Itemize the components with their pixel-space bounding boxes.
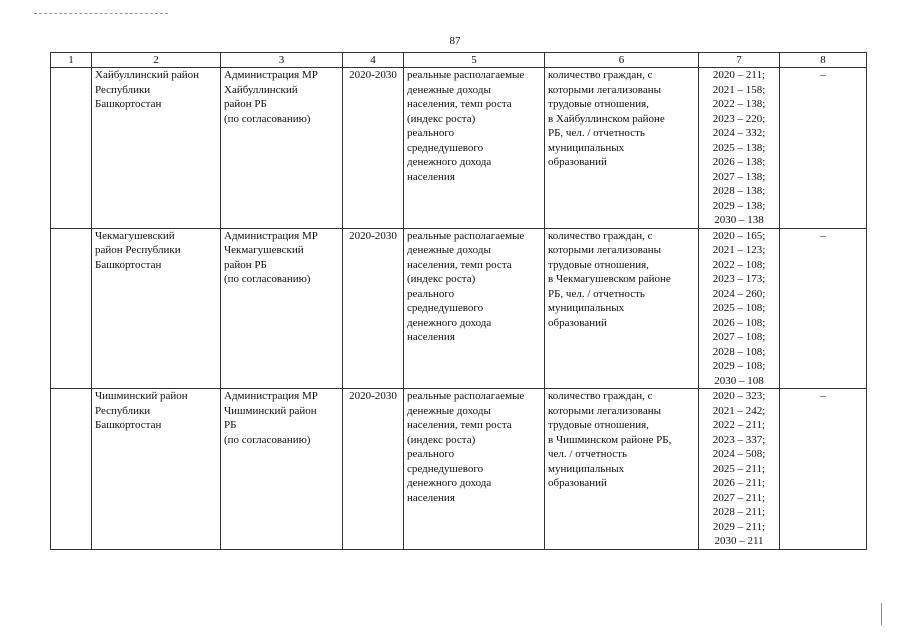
header-cell: 5: [404, 53, 545, 68]
district-cell: [92, 228, 221, 389]
values-line: 2029 – 138;: [712, 199, 766, 212]
values-line: 2027 – 138;: [712, 170, 766, 183]
indicator-line: (индекс роста): [407, 273, 476, 285]
district-line: Чишминский район: [95, 390, 188, 402]
indicator-line: среднедушевого: [407, 302, 484, 314]
note-cell: –: [780, 228, 867, 389]
district-line: Чекмагушевский: [95, 229, 175, 242]
indicator-line: реального: [407, 287, 455, 300]
header-cell: 6: [545, 53, 699, 68]
indicator-line: населения: [407, 170, 455, 183]
indicator-line: населения, темп роста: [407, 98, 512, 110]
executor-line: Хайбуллинский: [224, 83, 298, 96]
indicator-line: населения: [407, 331, 455, 343]
district-line: Башкортостан: [95, 419, 162, 431]
header-cell: 4: [343, 53, 404, 68]
period-cell: 2020-2030: [343, 389, 404, 550]
period-cell: 2020-2030: [343, 68, 404, 229]
values-line: 2025 – 211;: [712, 462, 766, 475]
indicator-line: денежного дохода: [407, 477, 492, 489]
executor-line: район РБ: [224, 98, 267, 110]
indicator-line: денежного дохода: [407, 316, 492, 329]
indicator-line: реальные располагаемые: [407, 69, 525, 81]
measure-line: муниципальных: [548, 141, 625, 154]
indicator-line: реальные располагаемые: [407, 229, 525, 242]
measure-line: муниципальных: [548, 462, 625, 475]
page-number: 87: [449, 35, 461, 47]
indicator-line: населения: [407, 491, 455, 504]
measure-line: чел. / отчетность: [548, 448, 627, 460]
values-line: 2021 – 242;: [712, 404, 766, 417]
header-row: [51, 53, 867, 68]
executor-line: РБ: [224, 419, 237, 431]
measure-line: муниципальных: [548, 302, 625, 314]
values-line: 2027 – 108;: [712, 331, 766, 343]
values-line: 2029 – 211;: [712, 520, 766, 533]
indicator-line: населения, темп роста: [407, 419, 512, 431]
indicator-line: денежные доходы: [407, 244, 491, 256]
values-line: 2021 – 158;: [712, 83, 766, 96]
values-line: 2024 – 332;: [712, 127, 766, 139]
header-cell: 3: [221, 53, 343, 68]
header-cell: 2: [92, 53, 221, 68]
district-line: Башкортостан: [95, 98, 162, 110]
values-line: 2028 – 138;: [712, 185, 766, 197]
indicator-line: денежные доходы: [407, 404, 491, 417]
executor-line: (по согласованию): [224, 433, 311, 446]
measure-cell: [545, 389, 699, 550]
values-line: 2024 – 508;: [712, 448, 766, 460]
measure-line: РБ, чел. / отчетность: [548, 287, 645, 300]
district-cell: [92, 389, 221, 550]
values-line: 2023 – 173;: [712, 273, 766, 285]
values-line: 2026 – 138;: [712, 156, 766, 168]
values-line: 2030 – 108: [714, 374, 764, 387]
measure-line: образований: [548, 316, 607, 329]
values-line: 2026 – 211;: [712, 477, 766, 489]
note-cell: –: [780, 68, 867, 229]
scan-dash-mark: [34, 13, 168, 14]
note-cell: –: [780, 389, 867, 550]
measure-line: трудовые отношения,: [548, 419, 649, 431]
measure-line: которыми легализованы: [548, 404, 662, 417]
indicator-line: денежные доходы: [407, 83, 491, 96]
executor-line: Администрация МР: [224, 229, 318, 242]
values-line: 2025 – 108;: [712, 302, 766, 314]
measure-line: в Чекмагушевском районе: [548, 273, 671, 285]
scan-edge-mark: [881, 603, 882, 625]
table-row: [51, 389, 867, 550]
indicator-cell: [404, 228, 545, 389]
executor-cell: [221, 228, 343, 389]
table-row: [51, 68, 867, 229]
values-line: 2029 – 108;: [712, 360, 766, 372]
executor-cell: [221, 68, 343, 229]
measure-line: количество граждан, с: [548, 69, 653, 81]
values-line: 2023 – 337;: [712, 433, 766, 446]
measure-line: в Чишминском районе РБ,: [548, 433, 672, 446]
measure-line: которыми легализованы: [548, 83, 662, 96]
values-line: 2020 – 165;: [712, 229, 766, 242]
header-cell: 8: [780, 53, 867, 68]
row-number-cell: [51, 228, 92, 389]
executor-line: район РБ: [224, 258, 267, 271]
header-cell: 7: [699, 53, 780, 68]
district-cell: [92, 68, 221, 229]
values-cell: [699, 68, 780, 229]
measure-line: образований: [548, 156, 607, 168]
indicator-line: денежного дохода: [407, 156, 492, 168]
period-cell: 2020-2030: [343, 228, 404, 389]
measure-line: количество граждан, с: [548, 229, 653, 242]
row-number-cell: [51, 389, 92, 550]
indicator-line: (индекс роста): [407, 112, 476, 125]
values-line: 2022 – 138;: [712, 98, 766, 110]
indicator-line: среднедушевого: [407, 462, 484, 475]
district-line: Республики: [95, 83, 151, 96]
executor-cell: [221, 389, 343, 550]
values-line: 2025 – 138;: [712, 141, 766, 154]
values-line: 2027 – 211;: [712, 491, 766, 504]
measure-cell: [545, 228, 699, 389]
values-line: 2030 – 211: [714, 535, 764, 547]
executor-line: (по согласованию): [224, 273, 311, 285]
header-cell: 1: [51, 53, 92, 68]
executor-line: Администрация МР: [224, 69, 318, 81]
indicator-cell: [404, 68, 545, 229]
indicator-line: реального: [407, 127, 455, 139]
values-line: 2030 – 138: [714, 214, 764, 226]
measure-line: образований: [548, 477, 607, 489]
measure-line: которыми легализованы: [548, 244, 662, 256]
indicator-line: реальные располагаемые: [407, 390, 525, 402]
values-line: 2022 – 108;: [712, 258, 766, 271]
measure-line: трудовые отношения,: [548, 98, 649, 110]
district-line: Республики: [95, 404, 151, 417]
measure-line: в Хайбуллинском районе: [548, 112, 665, 125]
values-line: 2020 – 323;: [712, 390, 766, 402]
measure-line: РБ, чел. / отчетность: [548, 127, 645, 139]
values-line: 2021 – 123;: [712, 244, 766, 256]
district-line: район Республики: [95, 244, 181, 256]
indicator-line: реального: [407, 448, 455, 460]
values-line: 2028 – 211;: [712, 506, 766, 518]
values-line: 2028 – 108;: [712, 345, 766, 358]
values-line: 2022 – 211;: [712, 419, 766, 431]
measure-line: трудовые отношения,: [548, 258, 649, 271]
program-table: [50, 52, 867, 550]
district-line: Хайбуллинский район: [95, 69, 200, 81]
values-line: 2023 – 220;: [712, 112, 766, 125]
values-cell: [699, 228, 780, 389]
values-line: 2020 – 211;: [712, 69, 766, 81]
executor-line: (по согласованию): [224, 112, 311, 125]
indicator-cell: [404, 389, 545, 550]
values-line: 2024 – 260;: [712, 287, 766, 300]
values-cell: [699, 389, 780, 550]
indicator-line: среднедушевого: [407, 141, 484, 154]
table-row: [51, 228, 867, 389]
indicator-line: (индекс роста): [407, 433, 476, 446]
executor-line: Чекмагушевский: [224, 244, 304, 256]
executor-line: Чишминский район: [224, 404, 317, 417]
measure-cell: [545, 68, 699, 229]
measure-line: количество граждан, с: [548, 390, 653, 402]
executor-line: Администрация МР: [224, 390, 318, 402]
indicator-line: населения, темп роста: [407, 258, 512, 271]
district-line: Башкортостан: [95, 258, 162, 271]
values-line: 2026 – 108;: [712, 316, 766, 329]
row-number-cell: [51, 68, 92, 229]
